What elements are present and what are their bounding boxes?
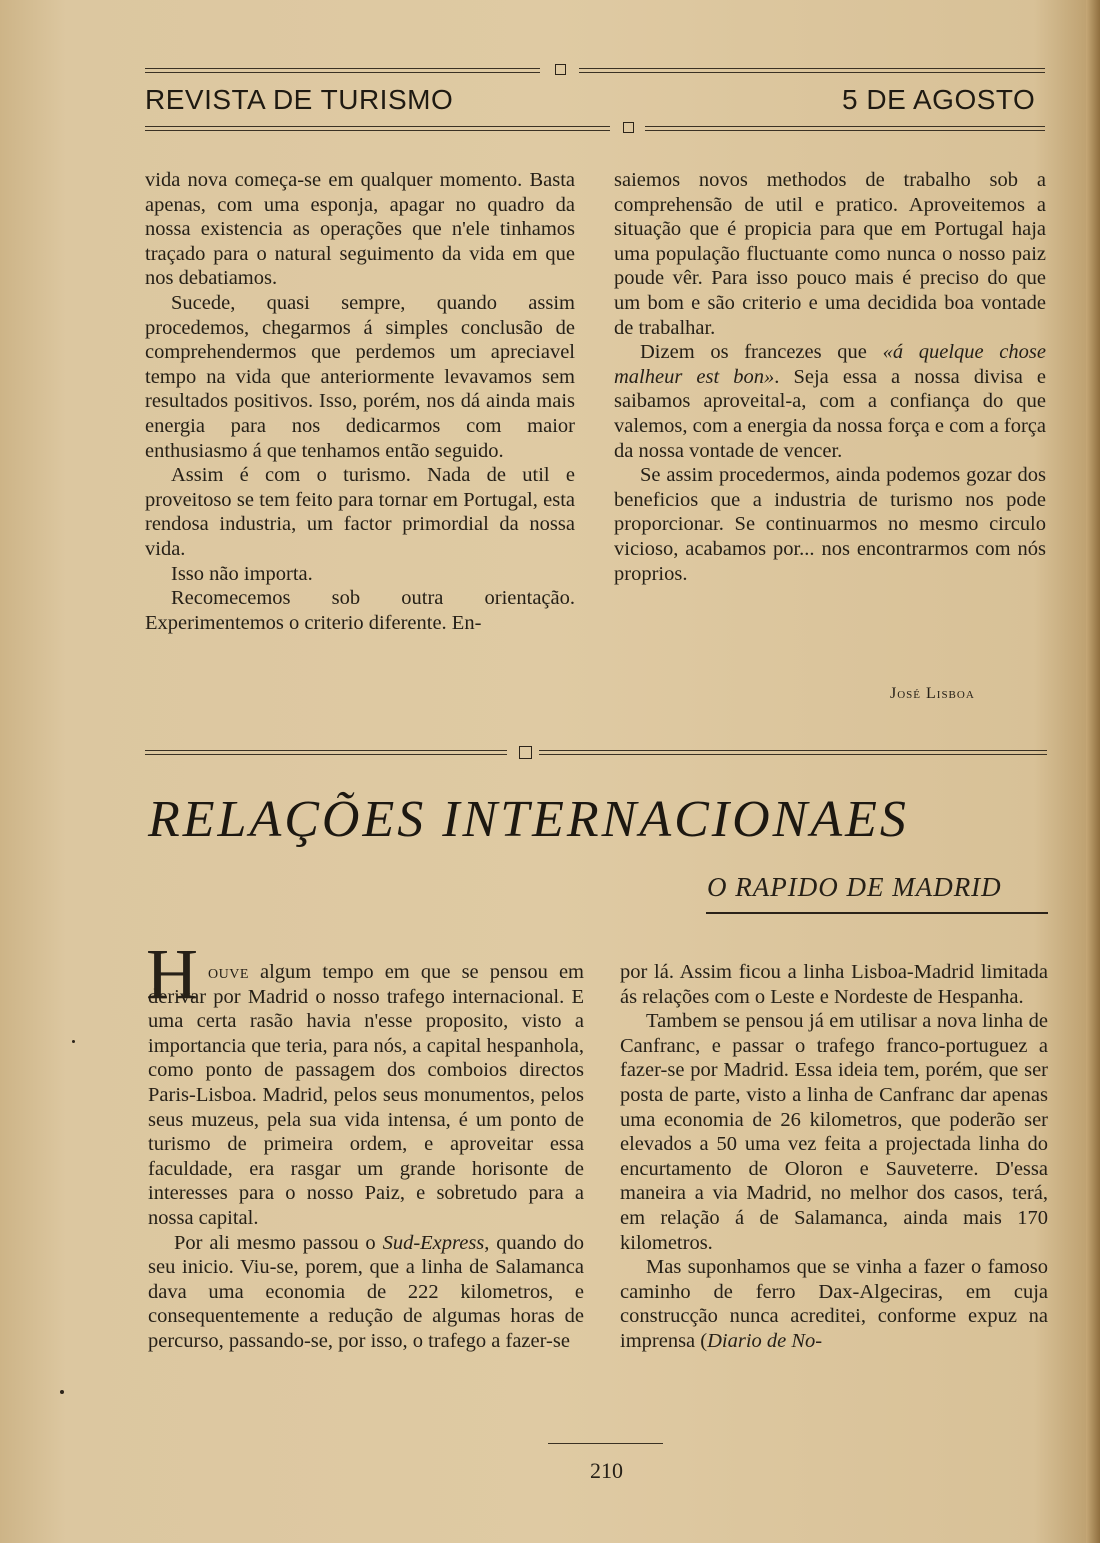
header-top-rule bbox=[145, 64, 1045, 80]
lead-word: ouve bbox=[208, 961, 249, 983]
subtitle-underline bbox=[706, 912, 1048, 914]
french-proverb: «á quelque chose malheur est bon» bbox=[614, 341, 1046, 388]
paragraph: Tambem se pensou já em utilisar a nova linha de Canfranc, e passar o trafego franco-portuguez a fazer-se por Madrid. Essa ideia tem, porém, que ser posta de parte, visto a linha de Canfranc dar apenas uma economia de 26 kilometros, que poderão ser elevados a 50 uma vez feita a projectada linha do encurtamento de Oloron e Sauveterre. D'essa maneira a via Madrid, no melhor dos casos, terá, em relação á de Salamanca, ainda mais 170 kilometros. bbox=[620, 1010, 1048, 1254]
article1-right-column bbox=[614, 168, 1046, 586]
page-number: 210 bbox=[590, 1458, 623, 1483]
footer-rule bbox=[548, 1443, 663, 1444]
header-bottom-rule bbox=[145, 122, 1045, 138]
paragraph: Dizem os francezes que «á quelque chose malheur est bon». Seja essa a nossa divisa e saibamos aproveital-a, com a confiança do que valemos, com a energia da nossa força e com a força da nossa vontade de vencer. bbox=[614, 341, 1046, 462]
magazine-title: REVISTA DE TURISMO bbox=[145, 84, 454, 115]
train-name: Sud-Express bbox=[382, 1231, 485, 1254]
paragraph: Por ali mesmo passou o Sud-Express, quando do seu inicio. Viu-se, porem, que a linha de Salamanca dava uma economia de 222 kilometros, e consequentemente a redução de algumas horas de percurso, passando-se, por isso, o trafego a fazer-se bbox=[148, 1231, 584, 1352]
paper-speck bbox=[72, 1040, 75, 1043]
section-divider bbox=[145, 746, 1045, 762]
paragraph: Sucede, quasi sempre, quando assim procedemos, chegarmos á simples conclusão de comprehendermos que perdemos um apreciavel tempo na vida que anteriormente levavamos sem resultados positivos. Isso, porém, nos dá ainda mais energia para nos dedicarmos com maior enthusiasmo á que tenhamos então seguido. bbox=[145, 291, 575, 462]
article2-right-column bbox=[620, 960, 1048, 1354]
article1-left-column bbox=[145, 168, 575, 635]
paragraph: Se assim procedermos, ainda podemos gozar dos beneficios que a industria de turismo nos pode proporcionar. Se continuarmos no mesmo circulo vicioso, acabamos por... nos encontrarmos com nós proprios. bbox=[614, 464, 1046, 585]
author-signature: José Lisboa bbox=[890, 685, 975, 702]
page-edge bbox=[1086, 0, 1100, 1543]
paragraph: Isso não importa. bbox=[171, 562, 313, 585]
article-subtitle: O RAPIDO DE MADRID bbox=[707, 872, 1002, 902]
drop-cap: H bbox=[146, 934, 198, 1014]
paragraph: vida nova começa-se em qualquer momento. Basta apenas, com uma esponja, apagar no quadro da nossa existencia as operações que n'ele tinhamos traçado para o natural seguimento da vida em que nos debatiamos. bbox=[145, 169, 575, 290]
article2-left-column bbox=[148, 960, 584, 1354]
paragraph: Mas suponhamos que se vinha a fazer o famoso caminho de ferro Dax-Algeciras, em cuja construcção nunca acreditei, conforme expuz na imprensa (Diario de No- bbox=[620, 1256, 1048, 1352]
paragraph: Assim é com o turismo. Nada de util e proveitoso se tem feito para tornar em Portugal, esta rendosa industria, um factor primordial da nossa vida. bbox=[145, 464, 575, 560]
paragraph: ouve algum tempo em que se pensou em derivar por Madrid o nosso trafego internacional. E uma certa rasão havia n'esse proposito, visto a importancia que teria, para nós, a capital hespanhola, como ponto de passagem dos comboios directos Paris-Lisboa. Madrid, pelos seus monumentos, pelos seus muzeus, pela sua vida intensa, é um ponto de turismo de primeira ordem, e aproveitar essa faculdade, era rasgar um grande horisonte de interesses para o nosso Paiz, e sobretudo para a nossa capital. bbox=[148, 961, 584, 1229]
paragraph: por lá. Assim ficou a linha Lisboa-Madrid limitada ás relações com o Leste e Nordeste de Hespanha. bbox=[620, 961, 1048, 1008]
article-title: RELAÇÕES INTERNACIONAES bbox=[148, 791, 909, 848]
newspaper-name: Diario de No- bbox=[707, 1329, 823, 1352]
paragraph: saiemos novos methodos de trabalho sob a comprehensão de util e pratico. Aproveitemos a situação que é propicia para que em Portugal haja uma população fluctuante como nunca o nosso paiz poude vêr. Para isso pouco mais é preciso do que um bom e são criterio e uma decidida boa vontade de trabalhar. bbox=[614, 169, 1046, 339]
paragraph: Recomecemos sob outra orientação. Experimentemos o criterio diferente. En- bbox=[145, 587, 575, 634]
issue-date: 5 DE AGOSTO bbox=[842, 84, 1036, 115]
paper-speck bbox=[60, 1390, 64, 1394]
